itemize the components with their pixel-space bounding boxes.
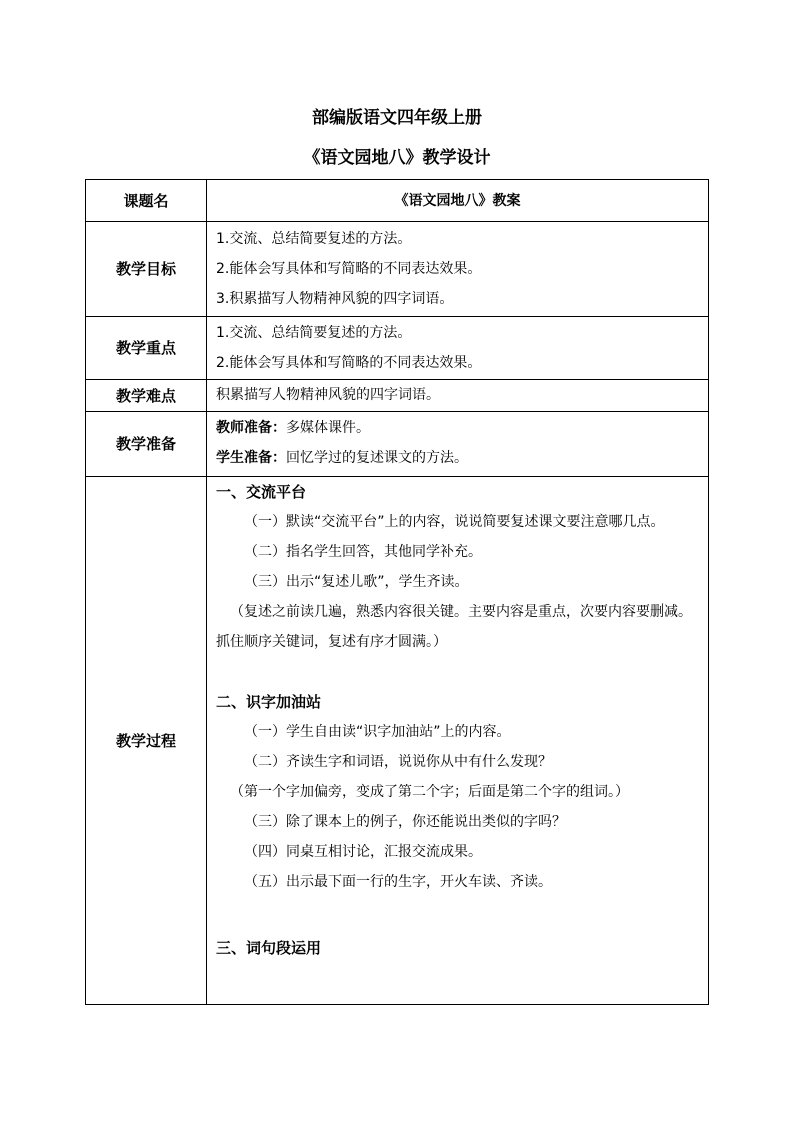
prep-teacher-value: 多媒体课件。 [286, 420, 370, 436]
prep-teacher-key: 教师准备： [216, 420, 286, 436]
process-paragraph: （第一个字加偏旁，变成了第二个字；后面是第二个字的组词。） [230, 784, 629, 800]
table-row-process [86, 477, 709, 1005]
section-heading: 二、识字加油站 [216, 693, 322, 711]
goals-label: 教学目标 [86, 222, 207, 317]
process-paragraph: （三）除了课本上的例子，你还能说出类似的字吗？ [244, 814, 566, 830]
process-paragraph: （四）同桌互相讨论，汇报交流成果。 [244, 844, 482, 860]
prep-student [216, 443, 700, 473]
goal-item: 2.能体会写具体和写简略的不同表达效果。 [216, 261, 482, 277]
focus-label: 教学重点 [86, 317, 207, 380]
process-paragraph: （一）默读“交流平台”上的内容，说说简要复述课文要注意哪几点。 [244, 514, 665, 530]
section-heading: 一、交流平台 [216, 483, 307, 501]
focus-item: 2.能体会写具体和写简略的不同表达效果。 [216, 355, 482, 371]
focus-cell [207, 317, 709, 380]
topic-value: 《语文园地八》教案 [207, 180, 709, 222]
table-row-goals [86, 222, 709, 317]
prep-teacher [216, 413, 700, 443]
process-paragraph: （二）齐读生字和词语，说说你从中有什么发现？ [244, 754, 552, 770]
process-paragraph: （一）学生自由读“识字加油站”上的内容。 [244, 724, 511, 740]
process-paragraph: （五）出示最下面一行的生字，开火车读、齐读。 [244, 874, 552, 890]
difficulty-label: 教学难点 [86, 380, 207, 412]
prep-student-key: 学生准备： [216, 450, 286, 466]
page-subtitle: 《语文园地八》教学设计 [303, 148, 491, 168]
process-paragraph: （二）指名学生回答，其他同学补充。 [244, 544, 482, 560]
prep-student-value: 回忆学过的复述课文的方法。 [286, 450, 468, 466]
process-label: 教学过程 [86, 477, 207, 1005]
topic-label: 课题名 [86, 180, 207, 222]
process-paragraph: （复述之前读几遍，熟悉内容很关键。主要内容是重点，次要内容要删减。抓住顺序关键词，复述有序才圆满。） [216, 604, 692, 650]
process-cell [207, 477, 709, 1005]
goal-item: 3.积累描写人物精神风貌的四字词语。 [216, 291, 454, 307]
difficulty-value: 积累描写人物精神风貌的四字词语。 [207, 380, 709, 412]
goal-item: 1.交流、总结简要复述的方法。 [216, 231, 412, 247]
spacer [216, 657, 700, 687]
spacer [216, 897, 700, 933]
process-paragraph: （三）出示“复述儿歌”，学生齐读。 [244, 574, 469, 590]
table-row-topic [86, 180, 709, 222]
table-row-prep [86, 412, 709, 477]
table-row-difficulty [86, 380, 709, 412]
prep-label: 教学准备 [86, 412, 207, 477]
prep-cell [207, 412, 709, 477]
goals-cell [207, 222, 709, 317]
section-heading: 三、词句段运用 [216, 939, 322, 957]
focus-item: 1.交流、总结简要复述的方法。 [216, 325, 412, 341]
table-row-focus [86, 317, 709, 380]
lesson-plan-table [85, 179, 709, 1005]
page-title: 部编版语文四年级上册 [312, 108, 482, 128]
